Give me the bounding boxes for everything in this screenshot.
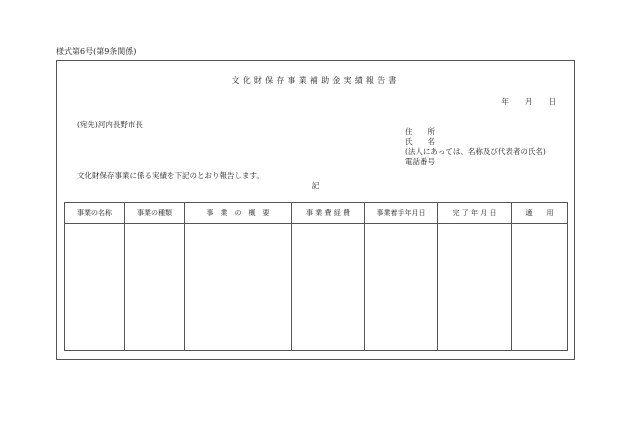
date-year-label: 年 (501, 97, 509, 106)
cell-remarks[interactable] (512, 224, 568, 351)
date-month-label: 月 (525, 97, 533, 106)
applicant-address-label: 住 所 (405, 127, 435, 136)
cell-project-type[interactable] (125, 224, 185, 351)
header-project-summary: 事 業 の 概 要 (185, 203, 292, 224)
header-start-date: 事業着手年月日 (365, 203, 438, 224)
date-line (502, 96, 557, 107)
applicant-phone-label: 電話番号 (405, 157, 435, 166)
date-day-label: 日 (548, 97, 556, 106)
cell-start-date[interactable] (365, 224, 438, 351)
header-remarks: 適 用 (512, 203, 568, 224)
cell-project-cost[interactable] (292, 224, 365, 351)
header-project-name: 事業の名称 (65, 203, 125, 224)
form-number: 様式第6号(第9条関係) (56, 47, 137, 56)
addressee: (宛先)河内長野市長 (77, 120, 143, 129)
report-form-frame (56, 60, 575, 360)
cell-project-name[interactable] (65, 224, 125, 351)
applicant-name-label: 氏 名 (405, 137, 435, 146)
table-header-row (65, 203, 568, 224)
cell-completion-date[interactable] (438, 224, 512, 351)
intro-text: 文化財保存事業に係る実績を下記のとおり報告します。 (77, 171, 264, 180)
report-title: 文化財保存事業補助金実績報告書 (231, 76, 400, 85)
applicant-block (405, 127, 546, 167)
applicant-corporate-note: (法人にあっては、名称及び代表者の氏名) (405, 147, 546, 156)
header-project-cost: 事 業 費 経 費 (292, 203, 365, 224)
cell-project-summary[interactable] (185, 224, 292, 351)
ki-marker: 記 (311, 181, 320, 190)
header-project-type: 事業の種類 (125, 203, 185, 224)
header-completion-date: 完 了 年 月 日 (438, 203, 512, 224)
results-table (64, 202, 568, 351)
table-row (65, 224, 568, 351)
